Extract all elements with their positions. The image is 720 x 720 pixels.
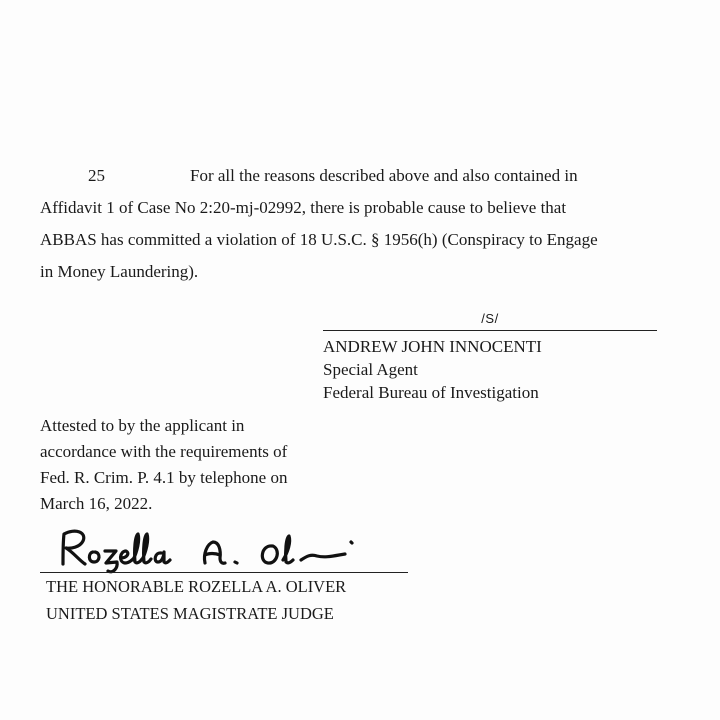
paragraph-line: in Money Laundering). [40,262,199,281]
paragraph-line: ABBAS has committed a violation of 18 U.S.C. § 1956(h) (Conspiracy to Engage [40,230,598,249]
attestation-line: March 16, 2022. [40,494,153,513]
attestation-line: Attested to by the applicant in [40,416,245,435]
paragraph-text: For all the reasons described above and also contained in [190,166,578,185]
electronic-signature-mark: /S/ [481,311,499,326]
attestation-line: Fed. R. Crim. P. 4.1 by telephone on [40,468,288,487]
judge-signature-block [46,573,346,627]
agent-name: ANDREW JOHN INNOCENTI [323,337,542,356]
judge-handwritten-signature [55,520,385,575]
attestation-line: accordance with the requirements of [40,442,288,461]
attestation-text [40,413,340,517]
judge-title: UNITED STATES MAGISTRATE JUDGE [46,604,334,623]
agent-signature-line [323,330,657,331]
paragraph-number: 25 [88,166,105,185]
paragraph-line [40,160,680,192]
judge-name: THE HONORABLE ROZELLA A. OLIVER [46,577,347,596]
paragraph-25 [40,160,680,288]
agent-signature-block [323,308,657,404]
agent-title: Special Agent [323,360,418,379]
paragraph-line: Affidavit 1 of Case No 2:20-mj-02992, there is probable cause to believe that [40,198,567,217]
agent-agency: Federal Bureau of Investigation [323,383,539,402]
